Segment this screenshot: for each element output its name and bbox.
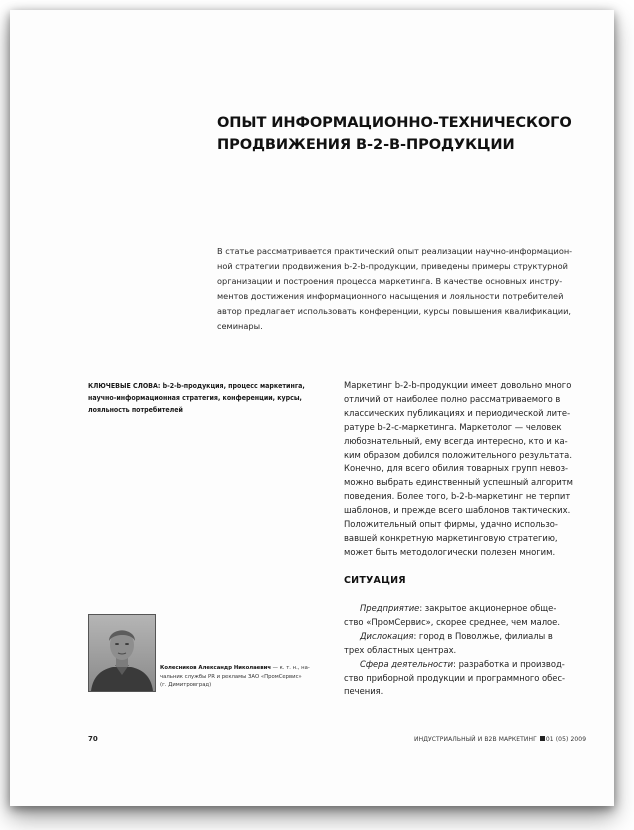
location-line-2: трех областных центрах. (344, 644, 457, 655)
sphere-line (344, 658, 594, 672)
body-line: классических публикациях и периодической лите- (344, 407, 571, 418)
sphere-text: : разработка и производ- (453, 658, 565, 669)
body-line: любознательный, ему всегда интересно, кто и ка- (344, 435, 568, 446)
location-line (344, 630, 594, 644)
author-line-3: (г. Димитровград) (160, 682, 212, 689)
body-line: Положительный опыт фирмы, удачно использо- (344, 519, 558, 530)
author-name: Колесников Александр Николаевич (160, 665, 271, 671)
intro-paragraph (344, 379, 594, 560)
sphere-line-2: ство приборной продукции и программного обес- (344, 672, 566, 683)
body-line: ким образом добился положительного результата. (344, 449, 572, 460)
author-degree: — к. т. н., на- (270, 665, 310, 671)
running-footer (414, 736, 586, 743)
abstract-line: ной стратегии продвижения b-2-b-продукции, приведены примеры структурной (217, 261, 568, 271)
body-line: отличий от наиболее полно рассматриваемого в (344, 393, 561, 404)
square-bullet-icon (540, 736, 545, 741)
article-title (217, 112, 577, 156)
body-line: может быть методологически полезен многим. (344, 546, 556, 557)
author-line-1 (160, 664, 330, 673)
article-abstract (217, 244, 577, 334)
title-line: ПРОДВИЖЕНИЯ B-2-B-ПРОДУКЦИИ (217, 136, 515, 153)
page-number: 70 (88, 735, 98, 743)
body-line: Маркетинг b-2-b-продукции имеет довольно много (344, 380, 572, 390)
abstract-line: организации и построения процесса маркетинга. В качестве основных инстру- (217, 276, 563, 286)
situation-heading: СИТУАЦИЯ (344, 575, 406, 586)
abstract-line: автор предлагает использовать конференции, курсы повышения квалификации, (217, 306, 572, 316)
keywords-line: научно-информационная стратегия, конференции, курсы, (88, 394, 302, 402)
enterprise-line (344, 602, 594, 616)
abstract-line: В статье рассматривается практический опыт реализации научно-информацион- (217, 246, 573, 256)
author-line-2: чальник службы PR и рекламы ЗАО «ПромСервис» (160, 673, 302, 680)
body-line: можно выбрать единственный успешный алгоритм (344, 477, 573, 488)
body-line: Конечно, для всего обилия товарных групп невоз- (344, 463, 569, 474)
title-line: ОПЫТ ИНФОРМАЦИОННО-ТЕХНИЧЕСКОГО (217, 114, 572, 131)
keywords-line: КЛЮЧЕВЫЕ СЛОВА: b-2-b-продукция, процесс маркетинга, (88, 382, 305, 390)
body-line: ратуре b-2-c-маркетинга. Маркетолог — человек (344, 421, 562, 432)
journal-name: ИНДУСТРИАЛЬНЫЙ И В2В МАРКЕТИНГ (414, 736, 537, 743)
body-line: шаблонов, и прежде всего шаблонов тактических. (344, 505, 571, 516)
enterprise-line-2: ство «ПромСервис», скорее среднее, чем малое. (344, 616, 560, 627)
enterprise-label: Предприятие (360, 603, 420, 613)
author-photo (88, 614, 156, 692)
body-line: вавшей конкретную маркетинговую стратегию, (344, 532, 558, 543)
body-line: поведения. Более того, b-2-b-маркетинг не терпит (344, 491, 571, 502)
sphere-line-3: печения. (344, 686, 384, 697)
sphere-label: Сфера деятельности (360, 658, 454, 669)
abstract-line: ментов достижения информационного насыщения и лояльности потребителей (217, 291, 564, 301)
location-text: : город в Поволжье, филиалы в (413, 630, 553, 641)
location-label: Дислокация (360, 630, 414, 641)
abstract-line: семинары. (217, 321, 263, 331)
situation-block (344, 602, 594, 699)
author-caption (160, 664, 330, 690)
issue-number: 01 (05) 2009 (545, 736, 587, 743)
author-portrait-image (89, 615, 155, 691)
keywords-line: лояльность потребителей (88, 406, 183, 414)
keywords-block (88, 380, 328, 416)
enterprise-text: : закрытое акционерное обще- (419, 603, 557, 613)
magazine-page (10, 10, 614, 806)
